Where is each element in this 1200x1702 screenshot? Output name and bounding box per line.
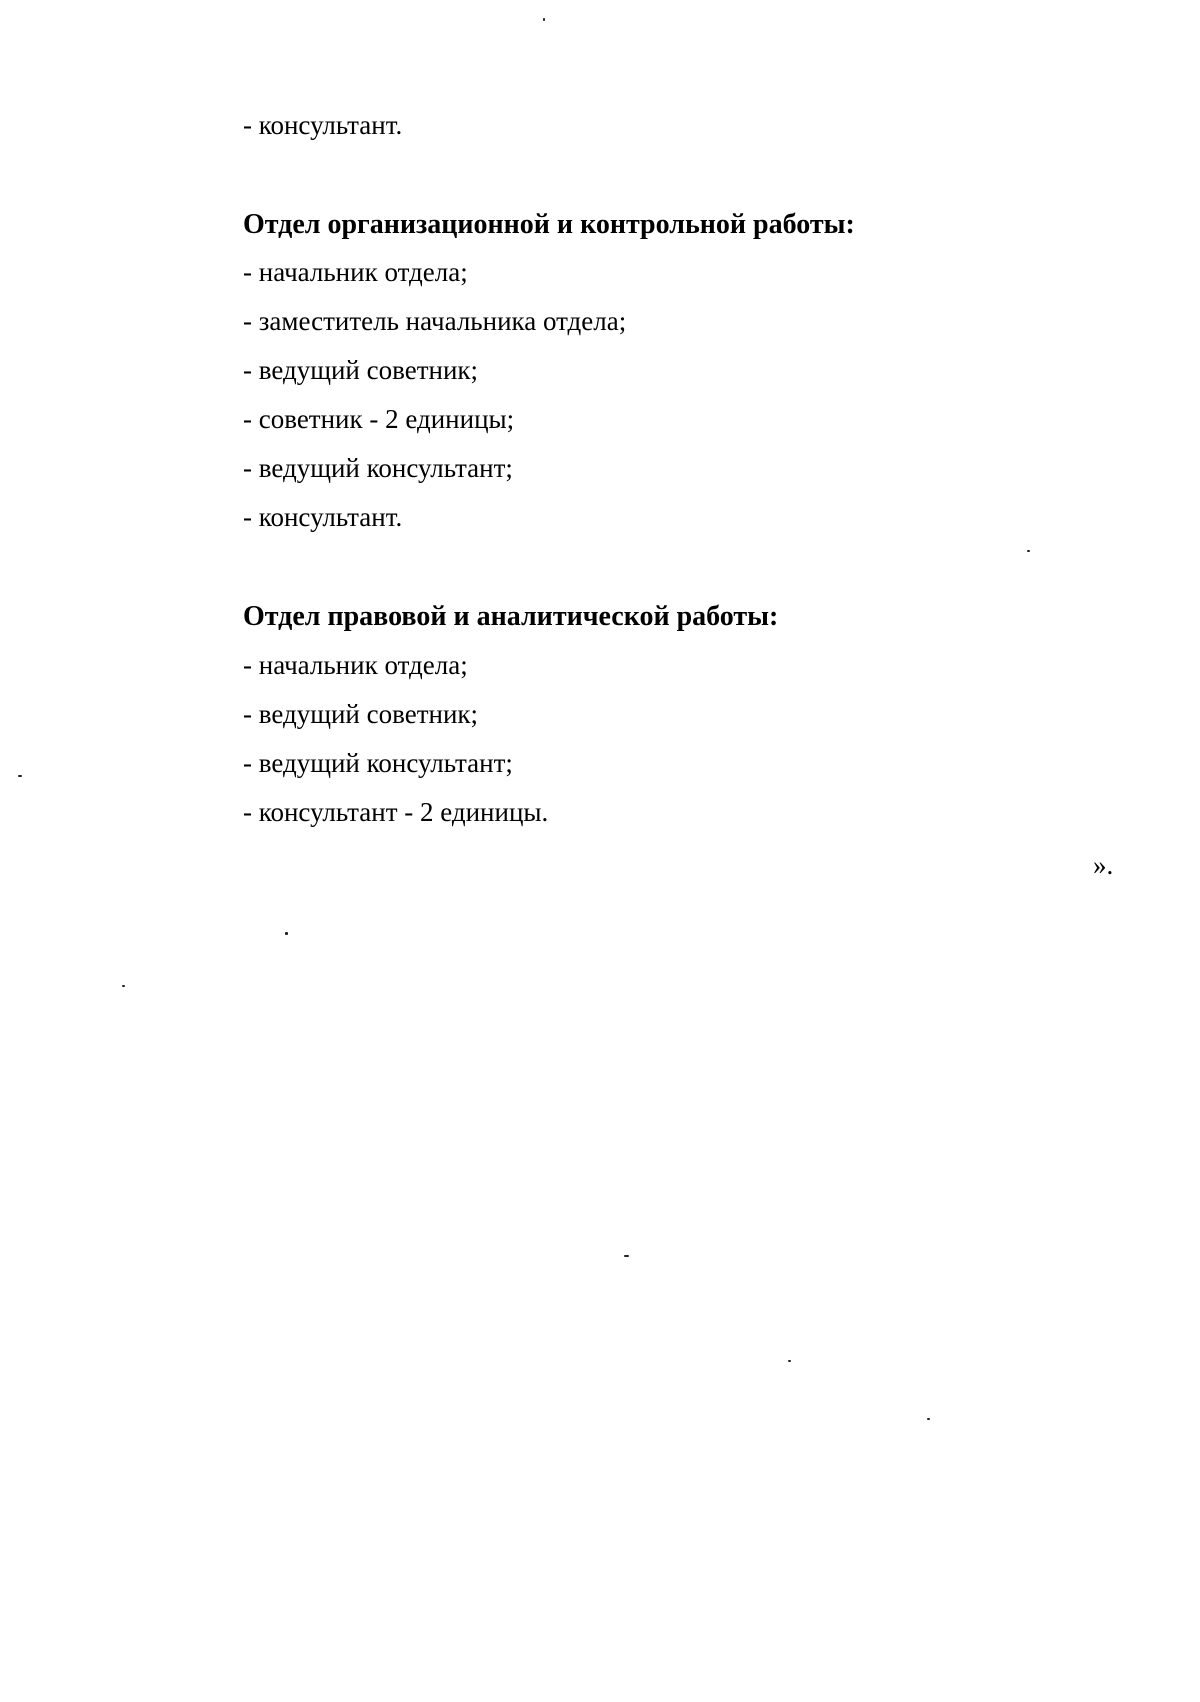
scan-speck xyxy=(927,1418,930,1420)
intro-line: - консультант. xyxy=(243,110,403,140)
list-item: - консультант. xyxy=(243,502,403,532)
list-item: - советник - 2 единицы; xyxy=(243,404,515,434)
list-item: - ведущий консультант; xyxy=(243,748,513,778)
list-item: - консультант - 2 единицы. xyxy=(243,797,549,827)
list-item: - заместитель начальника отдела; xyxy=(243,306,627,336)
scan-speck xyxy=(543,18,545,21)
scan-speck xyxy=(788,1360,791,1362)
list-item: - ведущий советник; xyxy=(243,355,479,385)
scan-speck xyxy=(285,932,288,935)
list-item: - начальник отдела; xyxy=(243,650,468,680)
list-item: - начальник отдела; xyxy=(243,257,468,287)
section-heading: Отдел организационной и контрольной работы: xyxy=(243,209,855,240)
section-heading: Отдел правовой и аналитической работы: xyxy=(243,601,779,632)
list-item: - ведущий советник; xyxy=(243,699,479,729)
scan-speck xyxy=(122,985,125,987)
scan-speck xyxy=(18,775,22,777)
closing-quote-mark: ». xyxy=(1093,850,1114,880)
list-item: - ведущий консультант; xyxy=(243,453,513,483)
scan-speck xyxy=(624,1255,629,1257)
scan-speck xyxy=(1027,550,1030,552)
